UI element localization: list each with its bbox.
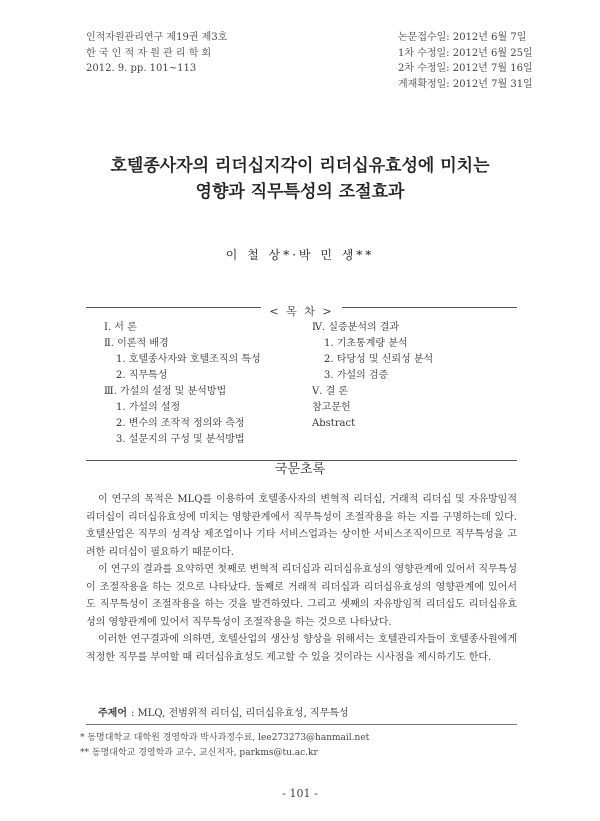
abstract-paragraph: 이 연구의 목적은 MLQ를 이용하여 호텔종사자의 변혁적 리더십, 거래적 리더십 및 자유방임적 리더십이 리더십유효성에 미치는 영향관계에서 직무특성이 조절작용을 하는 지를 구명하는데 있다. 호텔산업은 직무의 성격상 제조업이나 기타 서비스업과는 상이한 서비스조직이므로 직무특성을 고려한 리더십이 필요하기 때문이다.	[86, 494, 517, 558]
toc-item: Ⅰ. 서 론	[104, 322, 137, 333]
footnote-divider	[86, 724, 517, 725]
issue-pages: 2012. 9. pp. 101~113	[86, 63, 197, 74]
footnote-first-author: * 동명대학교 대학원 경영학과 박사과정수료, lee273273@hanmail.net	[80, 733, 370, 743]
toc-item: Ⅲ. 가설의 설정 및 분석방법	[104, 386, 227, 397]
toc-item: 참고문헌	[312, 402, 351, 413]
journal-info	[86, 30, 227, 77]
title-line-2: 영향과 직무특성의 조절효과	[195, 182, 405, 202]
journal-name: 인적자원관리연구 제19권 제3호	[86, 32, 228, 43]
submission-dates	[398, 30, 533, 92]
keywords-label: 주제어	[98, 708, 127, 719]
paper-title	[0, 153, 600, 205]
keywords-text: : MLQ, 전범위적 리더십, 리더십유효성, 직무특성	[130, 708, 349, 719]
toc-item: 2. 직무특성	[116, 370, 168, 381]
toc-item: Ⅳ. 실증분석의 결과	[312, 322, 400, 333]
abstract-body	[86, 491, 517, 666]
authors: 이 철 상*·박 민 생**	[225, 248, 375, 262]
toc-right-column	[312, 320, 433, 432]
toc-item: Abstract	[312, 418, 356, 429]
keywords	[98, 704, 349, 719]
toc-item: Ⅴ. 결 론	[312, 386, 349, 397]
title-line-1: 호텔종사자의 리더십지각이 리더십유효성에 미치는	[110, 156, 490, 176]
abstract-heading: 국문초록	[274, 462, 326, 477]
footnotes	[80, 731, 369, 761]
society-name: 한 국 인 적 자 원 관 리 학 회	[86, 47, 212, 59]
revision1-date: 1차 수정일: 2012년 6월 25일	[398, 47, 533, 59]
accepted-date: 게재확정일: 2012년 7월 31일	[398, 78, 533, 90]
toc-item: 3. 설문지의 구성 및 분석방법	[116, 434, 245, 445]
toc-item: 3. 가설의 검증	[324, 370, 389, 381]
page-number: - 101 -	[282, 787, 318, 800]
revision2-date: 2차 수정일: 2012년 7월 16일	[398, 63, 533, 74]
abstract-paragraph: 이 연구의 결과를 요약하면 첫째로 변혁적 리더십과 리더십유효성의 영향관계에 있어서 직무특성이 조절작용을 하는 것으로 나타났다. 둘째로 거래적 리더십과 리더십유효성의 영향관계에 있어서도 직무특성이 조절작용을 하는 것을 발견하였다. 그리고 셋째의 자유방임적 리더십도 리더십유효성의 영향관계에 있어서 직무특성이 조절작용을 하는 것으로 나타났다.	[86, 564, 517, 628]
footnote-corresponding-author: ** 동명대학교 경영학과 교수, 교신저자, parkms@tu.ac.kr	[80, 748, 318, 758]
abstract-paragraph: 이러한 연구결과에 의하면, 호텔산업의 생산성 향상을 위해서는 호텔관리자들이 호텔종사원에게 적정한 직무를 부여할 때 리더십유효성도 제고할 수 있을 것이라는 시사점을 제시하기도 한다.	[86, 634, 517, 663]
toc-item: 1. 가설의 설정	[116, 402, 181, 413]
toc-left-column	[104, 320, 261, 448]
toc-item: 2. 타당성 및 신뢰성 분석	[324, 354, 434, 365]
toc-item: Ⅱ. 이론적 배경	[104, 338, 169, 349]
table-of-contents	[86, 307, 517, 461]
toc-item: 1. 기초통계량 분석	[324, 338, 408, 349]
received-date: 논문접수일: 2012년 6월 7일	[398, 32, 527, 43]
toc-item: 2. 변수의 조작적 정의와 측정	[116, 418, 245, 429]
toc-item: 1. 호텔종사자와 호텔조직의 특성	[116, 354, 261, 365]
toc-heading: < 목 차 >	[261, 305, 341, 318]
